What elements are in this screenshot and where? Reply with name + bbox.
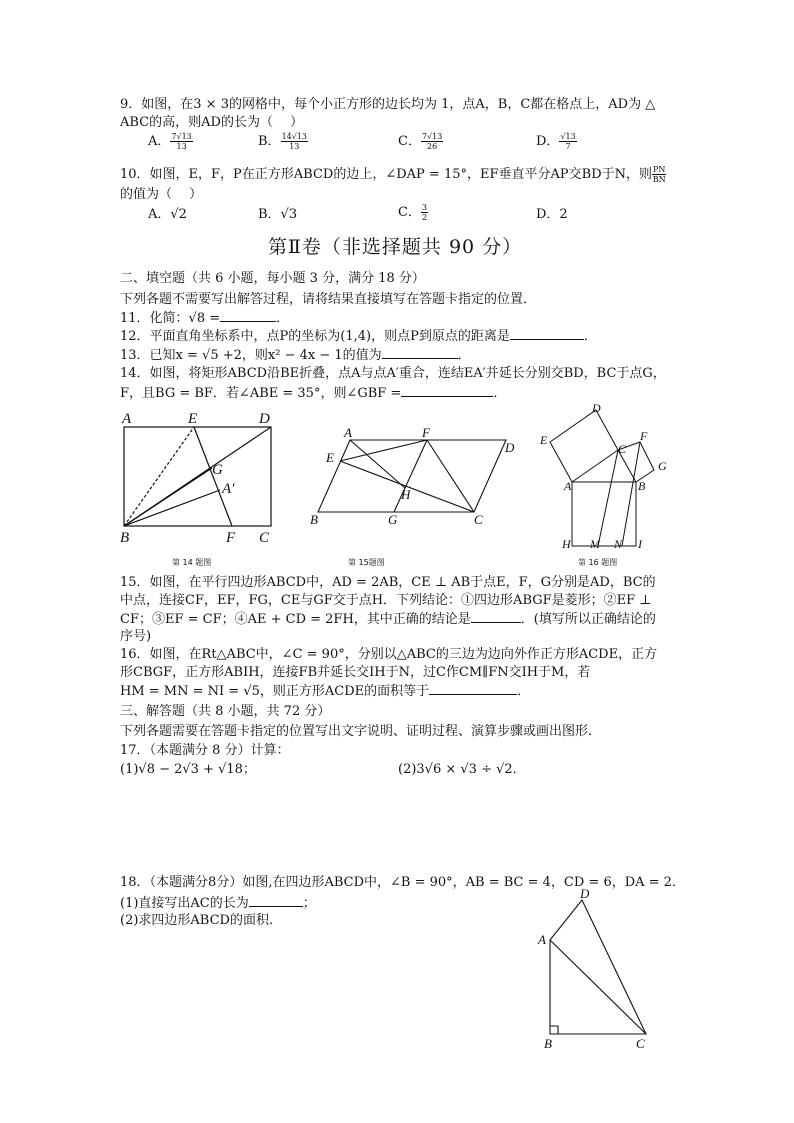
q13: 13．已知x = √5 +2，则x² − 4x − 1的值为 ． bbox=[120, 348, 471, 363]
fig14-label-a: A bbox=[122, 411, 132, 427]
fig14-label-a-prime: A′ bbox=[222, 481, 235, 497]
q9-option-d: D． $\frac{√13}{7}$ bbox=[536, 132, 576, 151]
q15-line4: 序号) bbox=[120, 629, 152, 644]
fig15-label-g: G bbox=[388, 512, 398, 527]
fig14-label-f: F bbox=[226, 530, 236, 546]
q10-line2: 的值为（ ） bbox=[120, 187, 203, 202]
fig16-label-h: H bbox=[562, 537, 571, 551]
q16-line2: 形CBGF，正方形ABIH，连接FB并延长交IH于N，过C作CM∥FN交IH于M，若 bbox=[120, 665, 591, 680]
fig14-label-c: C bbox=[259, 530, 270, 546]
fig15-label-b: B bbox=[310, 512, 318, 527]
q15-line1: 15．如图，在平行四边形ABCD中，AD = 2AB，CE ⊥ AB于点E，F，G分别是AD，BC的 bbox=[120, 575, 656, 590]
fig14-segment-bg bbox=[124, 468, 212, 526]
fig15-label-e: E bbox=[326, 450, 334, 465]
q9-option-c: C． $\frac{7√13}{26}$ bbox=[398, 132, 443, 151]
figure-16 bbox=[534, 398, 680, 554]
q10-option-b: B．√3 bbox=[258, 207, 298, 222]
q10-option-d: D．2 bbox=[536, 207, 568, 222]
part2-instruction: 下列各题不需要写出解答过程，请将结果直接填写在答题卡指定的位置． bbox=[120, 292, 537, 307]
fig16-label-a: A bbox=[564, 479, 572, 493]
fig14-label-e: E bbox=[188, 411, 198, 427]
q18-part1: (1)直接写出AC的长为 ； bbox=[120, 896, 316, 911]
fig18-quadrilateral bbox=[550, 900, 646, 1034]
fig18-label-d: D bbox=[580, 888, 590, 901]
fig15-parallelogram bbox=[318, 440, 506, 512]
fig18-label-b: B bbox=[544, 1036, 552, 1051]
q17-part2: (2)3√6 × √3 ÷ √2． bbox=[398, 762, 526, 777]
fig16-label-f: F bbox=[640, 429, 648, 443]
q9-option-a: A． $\frac{7√13}{13}$ bbox=[148, 132, 192, 151]
q15-line3: CF；③EF = CF；④AE + CD = 2FH，其中正确的结论是 ．(填写所以正确结论的 bbox=[120, 612, 656, 627]
fig15-label-f: F bbox=[422, 425, 430, 440]
figure-18 bbox=[530, 888, 660, 1054]
q9-line1: 9．如图，在3 × 3的网格中，每个小正方形的边长均为 1，点A，B，C都在格点上，AD为 △ bbox=[120, 97, 656, 112]
fig14-segment-ba bbox=[124, 490, 220, 526]
fig16-line-cm bbox=[598, 450, 618, 546]
q17-part1: (1)√8 − 2√3 + √18； bbox=[120, 762, 256, 777]
fig16-line-fn bbox=[622, 442, 640, 546]
fig15-label-h: H bbox=[401, 487, 411, 502]
q16-line3: HM = MN = NI = √5，则正方形ACDE的面积等于 ． bbox=[120, 684, 531, 699]
fig14-label-g: G bbox=[212, 462, 223, 478]
q9-option-b: B． $\frac{14√13}{13}$ bbox=[258, 132, 308, 151]
part2-heading: 二、填空题（共 6 小题，每小题 3 分，满分 18 分） bbox=[120, 271, 425, 286]
fig16-label-n: N bbox=[614, 537, 623, 551]
fig14-label-b: B bbox=[120, 530, 130, 546]
q10-line1: 10．如图，E，F，P在正方形ABCD的边上，∠DAP = 15°，EF垂直平分AP交BD于N，则 $\frac{PN}{BN}$ bbox=[120, 165, 666, 184]
caption-fig16: 第 16 题图 bbox=[578, 558, 618, 567]
fig16-square-abih bbox=[572, 482, 636, 546]
fig18-diagonal-ac bbox=[550, 940, 646, 1034]
q12: 12．平面直角坐标系中，点P的坐标为(1,4)，则点P到原点的距离是 ． bbox=[120, 329, 597, 344]
fig18-label-c: C bbox=[636, 1036, 645, 1051]
fig15-label-a: A bbox=[344, 425, 352, 440]
q10-option-a: A．√2 bbox=[148, 207, 187, 222]
fig16-label-m: M bbox=[590, 537, 600, 551]
q10-option-c: C． $\frac{3}{2}$ bbox=[398, 203, 428, 222]
q18-part2: (2)求四边形ABCD的面积． bbox=[120, 913, 282, 928]
fig18-label-a: A bbox=[538, 932, 546, 947]
q11: 11．化简：√8 = ． bbox=[120, 311, 290, 326]
q9-line2: ABC的高，则AD的长为（ ） bbox=[120, 115, 304, 130]
q14-line1: 14．如图，将矩形ABCD沿BE折叠，点A与点A′重合，连结EA′并延长分别交BD，BC于点G， bbox=[120, 366, 666, 381]
fig16-label-i: I bbox=[638, 537, 642, 551]
q17-heading: 17．（本题满分 8 分）计算： bbox=[120, 743, 290, 758]
fig16-square-acde bbox=[550, 410, 618, 482]
fig16-label-b: B bbox=[638, 479, 646, 493]
figure-14 bbox=[114, 406, 284, 546]
fig14-label-d: D bbox=[259, 411, 270, 427]
fig15-label-d: D bbox=[505, 440, 515, 455]
fig15-segment-fg bbox=[394, 440, 427, 512]
figure-15 bbox=[300, 420, 522, 532]
q14-line2: F，且BG = BF．若∠ABE = 35°，则∠GBF = ． bbox=[120, 386, 507, 401]
q16-line1: 16．如图，在Rt△ABC中，∠C = 90°，分别以△ABC的三边为边向外作正方形ACDE，正方 bbox=[120, 647, 658, 662]
q18-heading: 18．（本题满分8分）如图,在四边形ABCD中，∠B = 90°，AB = BC = 4，CD = 6，DA = 2． bbox=[120, 875, 685, 890]
fig16-label-d: D bbox=[592, 401, 601, 415]
fig16-label-g: G bbox=[658, 459, 667, 473]
fig18-right-angle-mark bbox=[550, 1026, 558, 1034]
part3-heading: 三、解答题（共 8 小题，共 72 分） bbox=[120, 704, 331, 719]
caption-fig14: 第 14 题图 bbox=[172, 558, 212, 567]
caption-fig15: 第 15题图 bbox=[348, 558, 385, 567]
fig15-label-c: C bbox=[474, 512, 483, 527]
fig16-label-e: E bbox=[540, 433, 548, 447]
q15-line2: 中点，连接CF，EF，FG，CE与GF交于点H．下列结论：①四边形ABGF是菱形；②EF ⊥ bbox=[120, 593, 652, 608]
fig15-segment-fc bbox=[427, 440, 474, 512]
section-title: 第Ⅱ卷（非选择题共 90 分） bbox=[268, 236, 523, 258]
fig14-fold-line-be bbox=[124, 427, 194, 526]
fig16-label-c: C bbox=[618, 442, 627, 456]
part3-instruction: 下列各题需要在答题卡指定的位置写出文字说明、证明过程、演算步骤或画出图形． bbox=[120, 724, 602, 739]
